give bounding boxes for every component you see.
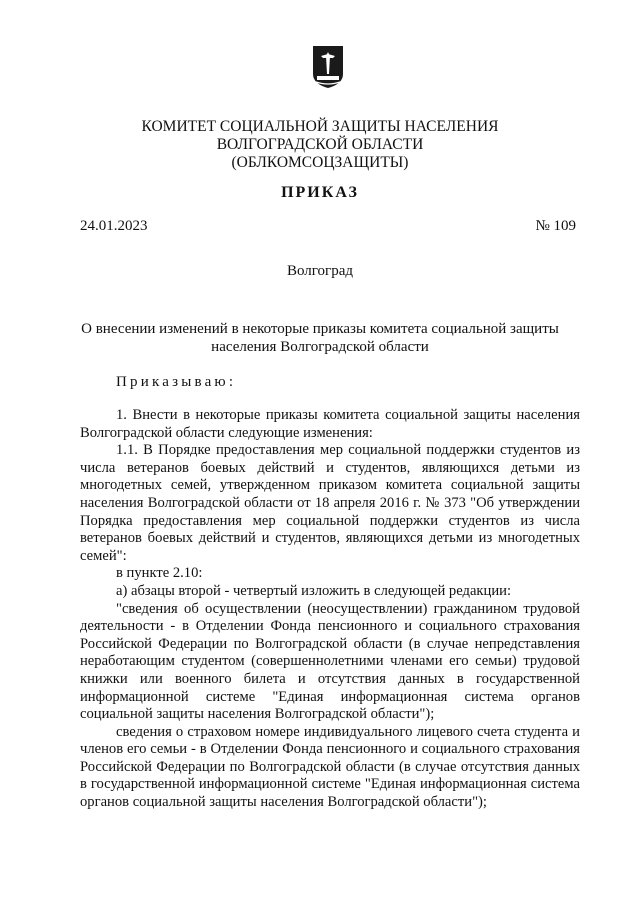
body-paragraph: 1. Внести в некоторые приказы комитета социальной защиты населения Волгоградской области следующие изменения: xyxy=(80,407,580,441)
committee-name xyxy=(0,118,640,172)
body-paragraph: а) абзацы второй - четвертый изложить в следующей редакции: xyxy=(116,582,511,599)
body-paragraph: "сведения об осуществлении (неосуществлении) гражданином трудовой деятельности - в Отделении Фонда пенсионного и социального страхования Российской Федерации по Волгоградской области (в случае непредставления неработающим студентом (совершеннолетними членами его семьи) трудовой книжки или военного билета и отсутствия данных в государственной информационной системе "Единая информационная система органов социальной защиты населения Волгоградской области"); xyxy=(80,600,580,723)
committee-line: КОМИТЕТ СОЦИАЛЬНОЙ ЗАЩИТЫ НАСЕЛЕНИЯ xyxy=(141,118,499,135)
document-type-title: ПРИКАЗ xyxy=(281,184,359,201)
document-city: Волгоград xyxy=(286,263,353,279)
document-date: 24.01.2023 xyxy=(80,218,148,234)
body-paragraph: в пункте 2.10: xyxy=(116,565,203,582)
committee-line: (ОБЛКОМСОЦЗАЩИТЫ) xyxy=(231,154,409,171)
document-subject xyxy=(0,320,640,356)
document-number: № 109 xyxy=(535,218,576,234)
body-paragraph: сведения о страховом номере индивидуального лицевого счета студента и членов его семьи - в Отделении Фонда пенсионного и социального страхования Российской Федерации по Волгоградской области (в случае отсутствия данных в государственной информационной системе "Единая информационная система органов социальной защиты населения Волгоградской области"); xyxy=(80,723,580,811)
subject-line: О внесении изменений в некоторые приказы комитета социальной защиты xyxy=(81,321,559,337)
body-paragraph: 1.1. В Порядке предоставления мер социальной поддержки студентов из числа ветеранов боевых действий и студентов, являющихся детьми из многодетных семей, утвержденном приказом комитета социальной защиты населения Волгоградской области от 18 апреля 2016 г. № 373 "Об утверждении Порядка предоставления мер социальной поддержки студентов из числа ветеранов боевых действий и студентов, являющихся детьми из многодетных семей": xyxy=(80,442,580,564)
coat-of-arms-icon xyxy=(311,44,345,90)
document-body xyxy=(80,407,580,812)
subject-line: населения Волгоградской области xyxy=(211,339,429,355)
order-directive: Приказываю: xyxy=(116,374,237,390)
committee-line: ВОЛГОГРАДСКОЙ ОБЛАСТИ xyxy=(216,136,424,153)
